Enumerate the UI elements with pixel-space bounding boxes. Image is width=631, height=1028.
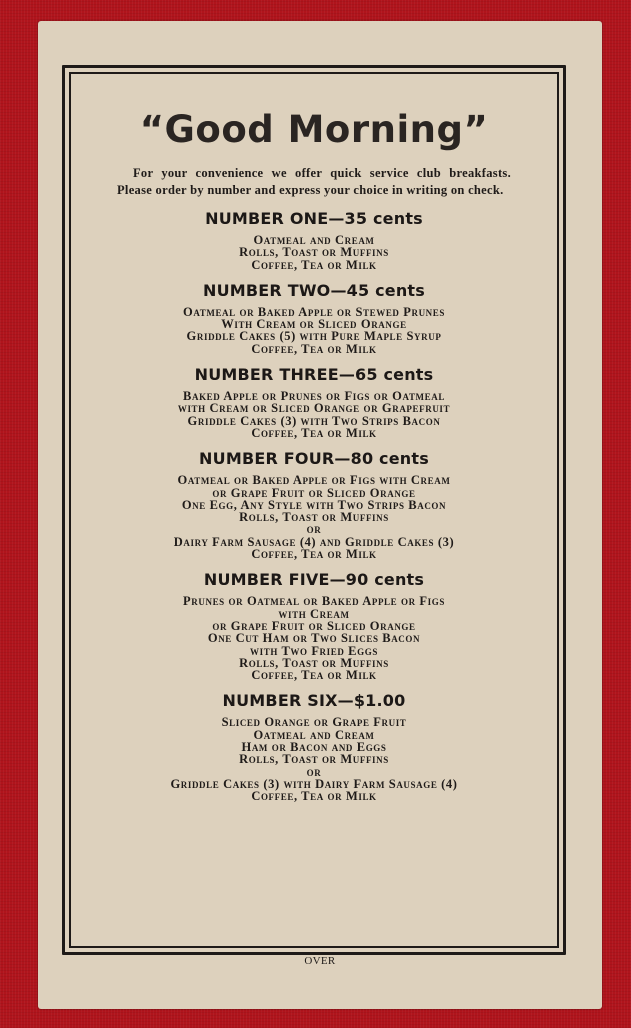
menu-item: Coffee, Tea or Milk [251,547,377,562]
menu-item: Ham or Bacon and Eggs [241,740,387,755]
section-heading: NUMBER TWO—45 cents [202,280,426,300]
menu-item: Rolls, Toast or Muffins [239,655,389,670]
menu-section-six [65,691,563,802]
menu-item: Coffee, Tea or Milk [251,257,377,272]
menu-item: with Cream [278,606,350,621]
menu-item: One Egg, Any Style with Two Strips Bacon [181,497,447,512]
menu-item: with Cream or Sliced Orange or Grapefruit [177,401,451,416]
menu-item: With Cream or Sliced Orange [221,317,407,332]
section-items [65,234,563,271]
menu-item: Oatmeal or Baked Apple or Figs with Cream [177,473,451,488]
menu-item: Oatmeal and Cream [253,233,375,247]
section-heading: NUMBER FOUR—80 cents [199,449,429,469]
menu-item: Baked Apple or Prunes or Figs or Oatmeal [183,389,445,404]
section-heading: NUMBER THREE—65 cents [194,365,434,385]
section-heading: NUMBER FIVE—90 cents [203,570,425,590]
menu-item: Dairy Farm Sausage (4) and Griddle Cakes (3) [173,534,455,549]
menu-item: Prunes or Oatmeal or Baked Apple or Figs [183,594,445,609]
section-items [65,716,563,802]
double-border-frame [62,65,566,955]
menu-item: Griddle Cakes (3) with Dairy Farm Sausage (4) [170,776,458,791]
menu-item: Sliced Orange or Grape Fruit [221,715,407,730]
menu-section-one [65,209,563,271]
menu-section-two [65,281,563,355]
menu-item: Oatmeal and Cream [253,727,375,742]
over-label: OVER [304,955,336,967]
menu-item: Griddle Cakes (5) with Pure Maple Syrup [186,329,442,344]
menu-content [65,68,563,952]
menu-item: One Cut Ham or Two Slices Bacon [207,631,421,646]
menu-item: with Two Fried Eggs [250,643,378,658]
menu-item: Coffee, Tea or Milk [251,341,377,356]
menu-item: Rolls, Toast or Muffins [239,245,389,260]
section-items [65,390,563,439]
menu-item: Rolls, Toast or Muffins [239,510,389,525]
menu-section-five [65,570,563,681]
menu-title: “Good Morning” [139,108,489,151]
intro-paragraph: For your convenience we offer quick service club breakfasts. Please order by number and express your choice in writing on check. [117,166,511,197]
menu-item: Coffee, Tea or Milk [251,668,377,683]
section-items [65,306,563,355]
menu-item: Coffee, Tea or Milk [251,789,377,804]
menu-item: Griddle Cakes (3) with Two Strips Bacon [187,413,441,428]
menu-item: or [306,522,322,537]
menu-section-three [65,365,563,439]
section-items [65,474,563,560]
menu-item: Rolls, Toast or Muffins [239,752,389,767]
section-heading: NUMBER SIX—$1.00 [222,691,406,711]
menu-card [38,21,602,1009]
menu-item: Coffee, Tea or Milk [251,425,377,440]
section-items [65,595,563,681]
menu-item: or [306,764,322,779]
menu-item: or Grape Fruit or Sliced Orange [212,618,416,633]
section-heading: NUMBER ONE—35 cents [205,209,423,228]
menu-section-four [65,449,563,560]
menu-item: or Grape Fruit or Sliced Orange [212,485,416,500]
menu-item: Oatmeal or Baked Apple or Stewed Prunes [183,304,445,319]
